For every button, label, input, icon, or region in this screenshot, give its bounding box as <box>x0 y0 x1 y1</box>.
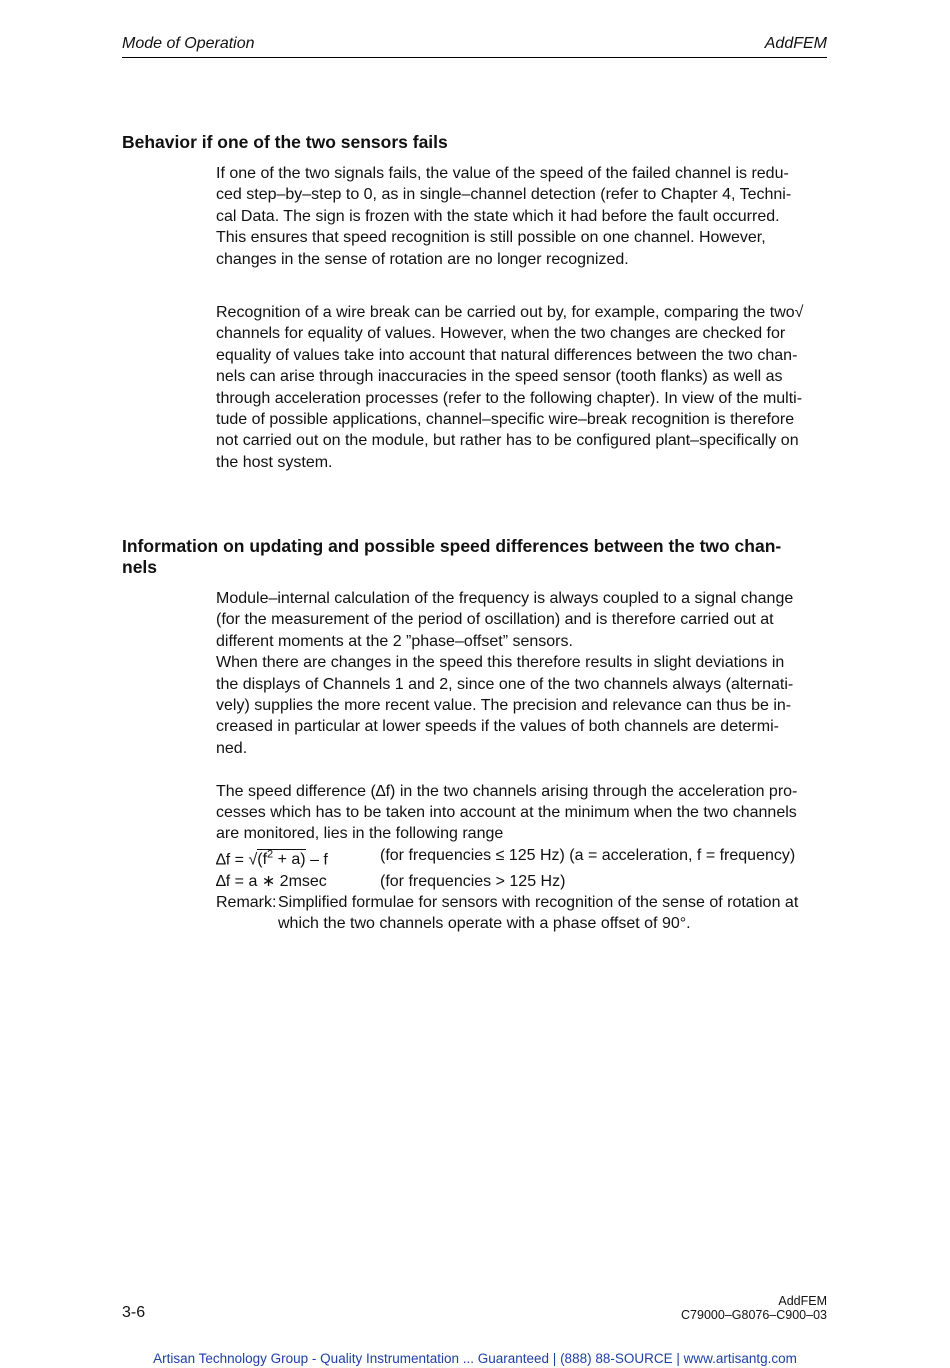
header-rule <box>122 57 827 58</box>
text-line: When there are changes in the speed this therefore results in slight deviations in <box>216 654 785 672</box>
header-section-title: Mode of Operation <box>122 35 255 52</box>
formula-high-frequency <box>216 871 828 892</box>
footer-document-info <box>681 1294 827 1322</box>
text-line: the host system. <box>216 453 333 471</box>
section1-paragraph2 <box>216 302 828 473</box>
text-line: different moments at the 2 ”phase–offset” sensors. <box>216 632 573 650</box>
remark-text: Simplified formulae for sensors with recognition of the sense of rotation at which the two channels operate with a phase offset of 90°. <box>278 894 799 933</box>
section2-heading-line2: nels <box>122 557 158 577</box>
formula-expression: $\Delta f = √(f^2 + a) - f$ <box>216 845 380 871</box>
text-line: not carried out on the module, but rather has to be configured plant–specifically on <box>216 432 799 450</box>
text-line: tude of possible applications, channel–specific wire–break recognition is therefore <box>216 411 795 429</box>
text-line: are monitored, lies in the following range <box>216 825 504 843</box>
formula-condition: (for frequencies > 125 Hz) <box>380 872 566 890</box>
text-line: The speed difference (∆f) in the two channels arising through the acceleration pro- <box>216 782 798 800</box>
text-line: nels can arise through inaccuracies in the speed sensor (tooth flanks) as well as <box>216 368 783 386</box>
section2-body <box>216 588 828 935</box>
formula-expression: ∆f = a ∗ 2msec <box>216 872 327 890</box>
text-line: Recognition of a wire break can be carried out by, for example, comparing the two√ <box>216 304 804 321</box>
text-line: If one of the two signals fails, the value of the speed of the failed channel is redu- <box>216 165 789 182</box>
remark <box>216 892 828 935</box>
formula-low-frequency <box>216 845 828 871</box>
text-line: through acceleration processes (refer to the following chapter). In view of the multi- <box>216 389 803 407</box>
section2-paragraph2 <box>216 781 828 845</box>
text-line: equality of values take into account that natural differences between the two chan- <box>216 346 798 364</box>
text-line: changes in the sense of rotation are no longer recognized. <box>216 250 629 268</box>
watermark-link[interactable]: Artisan Technology Group - Quality Instrumentation ... Guaranteed | (888) 88-SOURCE | www.artisantg.com <box>153 1351 797 1366</box>
text-line: channels for equality of values. However, when the two changes are checked for <box>216 325 786 343</box>
text-line: cal Data. The sign is frozen with the state which it had before the fault occurred. <box>216 207 780 225</box>
section1-paragraph1 <box>216 163 828 270</box>
formula-condition: (for frequencies ≤ 125 Hz) (a = acceleration, f = frequency) <box>380 846 796 864</box>
text-line: vely) supplies the more recent value. The precision and relevance can thus be in- <box>216 697 792 715</box>
text-line: This ensures that speed recognition is still possible on one channel. However, <box>216 229 766 247</box>
text-line: the displays of Channels 1 and 2, since one of the two channels always (alternati- <box>216 675 794 693</box>
footer-product: AddFEM <box>778 1294 827 1308</box>
section1-heading: Behavior if one of the two sensors fails <box>122 132 448 152</box>
text-line: creased in particular at lower speeds if the values of both channels are determi- <box>216 718 779 736</box>
square-root-icon: √ <box>248 851 258 869</box>
text-line: cesses which has to be taken into account at the minimum when the two channels <box>216 804 797 822</box>
section2-heading-line1: Information on updating and possible speed differences between the two chan- <box>122 536 782 556</box>
section2-paragraph1 <box>216 588 828 759</box>
radicand: $(f^2 + a)$ <box>257 848 306 869</box>
remark-label: Remark: <box>216 894 277 911</box>
text-line: Module–internal calculation of the frequency is always coupled to a signal change <box>216 590 794 607</box>
header-product-name: AddFEM <box>764 35 827 52</box>
footer-doc-number: C79000–G8076–C900–03 <box>681 1308 827 1322</box>
text-line: (for the measurement of the period of oscillation) and is therefore carried out at <box>216 611 774 629</box>
text-line: ned. <box>216 739 248 757</box>
page-number: 3-6 <box>122 1304 146 1321</box>
square-root <box>248 845 305 871</box>
text-line: ced step–by–step to 0, as in single–channel detection (refer to Chapter 4, Techni- <box>216 186 792 204</box>
section2-heading <box>122 536 827 578</box>
